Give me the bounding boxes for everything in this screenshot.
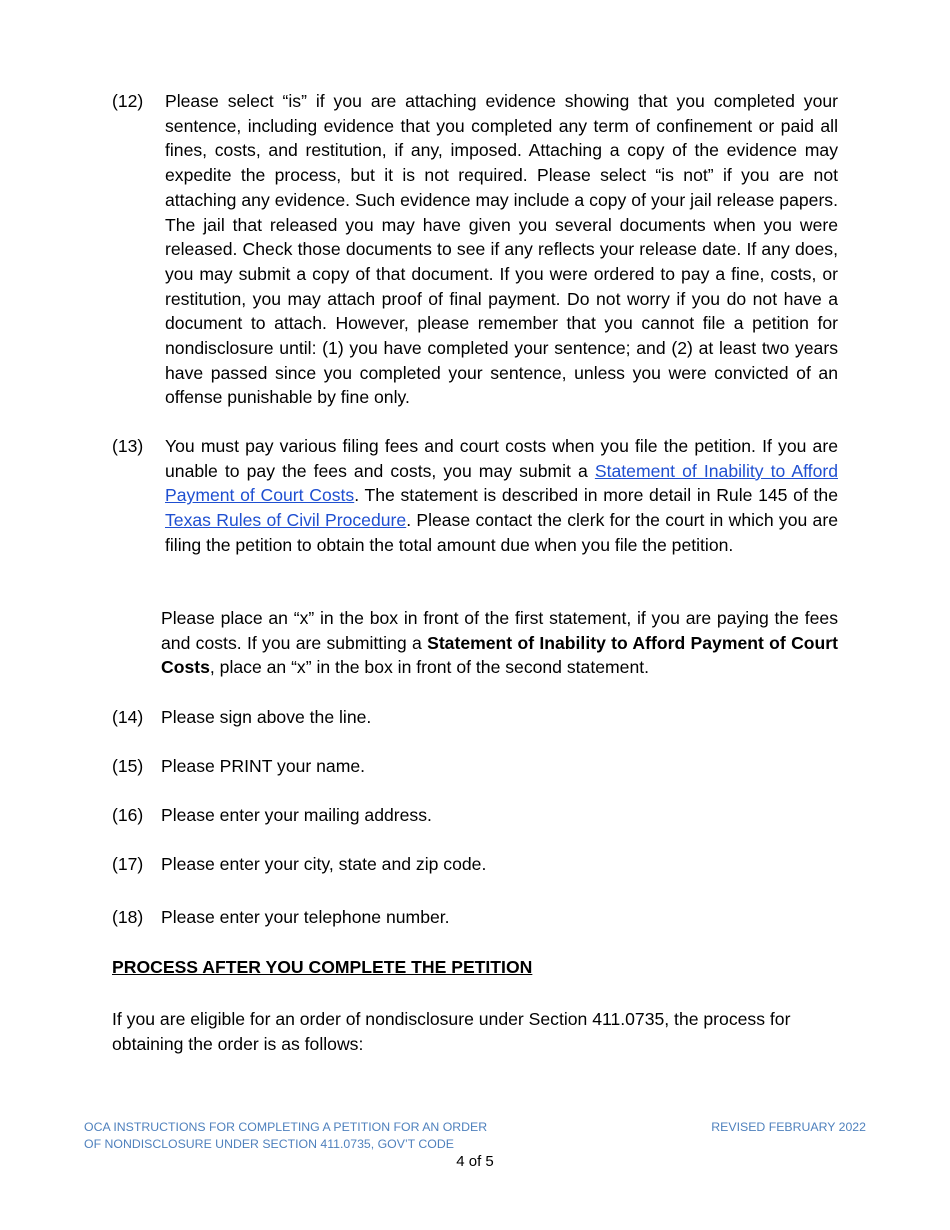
- item-number: (14): [112, 707, 144, 727]
- item-number: (18): [112, 907, 144, 927]
- item-number: (15): [112, 756, 144, 776]
- footer-title-line-2: OF NONDISCLOSURE UNDER SECTION 411.0735, GOV’T CODE: [84, 1137, 454, 1151]
- item-text: Please enter your telephone number.: [161, 907, 450, 927]
- item-number: (13): [112, 436, 144, 456]
- paragraph-text: Please place an “x” in the box in front of the first statement, if you are paying the fees and costs. If you are submitting a: [161, 608, 838, 653]
- instruction-item-17: [112, 852, 838, 877]
- section-intro-paragraph: If you are eligible for an order of nondisclosure under Section 411.0735, the process for obtaining the order is as follows:: [112, 1009, 791, 1054]
- texas-rules-civil-procedure-link[interactable]: Texas Rules of Civil Procedure: [165, 510, 407, 531]
- paragraph-text: , place an “x” in the box in front of the second statement.: [209, 657, 650, 678]
- item-text-part: You must pay various filing fees and court costs when you file the petition. If you are unable to pay the fees and costs, you may submit a: [165, 436, 838, 481]
- item-text: [165, 434, 838, 558]
- instruction-item-12: [112, 89, 838, 410]
- instruction-item-16: [112, 803, 838, 828]
- item-13-followup-paragraph: [161, 606, 838, 680]
- item-text-part: . The statement is described in more detail in Rule 145 of the: [354, 485, 838, 506]
- item-number: (12): [112, 91, 144, 111]
- item-text: Please enter your mailing address.: [161, 805, 432, 825]
- instruction-item-18: [112, 905, 838, 930]
- item-text: Please enter your city, state and zip code.: [161, 854, 487, 874]
- item-text: Please sign above the line.: [161, 707, 372, 727]
- section-heading: PROCESS AFTER YOU COMPLETE THE PETITION: [112, 957, 533, 977]
- instruction-item-15: [112, 754, 838, 779]
- footer-title-line-1: OCA INSTRUCTIONS FOR COMPLETING A PETITION FOR AN ORDER: [84, 1120, 488, 1134]
- statement-of-inability-link[interactable]: Statement of Inability to Afford Payment of Court Costs: [165, 460, 838, 506]
- paragraph-bold-text: Statement of Inability to Afford Payment of Court Costs: [161, 632, 838, 678]
- instruction-item-13: [112, 434, 838, 558]
- item-text-part: . Please contact the clerk for the court in which you are filing the petition to obtain the total amount due when you file the petition.: [165, 510, 838, 555]
- item-text: Please PRINT your name.: [161, 756, 366, 776]
- item-text: Please select “is” if you are attaching evidence showing that you completed your sentence, including evidence that you completed any term of confinement or paid all fines, costs, and restitution, if any, imposed. Attaching a copy of the evidence may expedite the process, but it is not required. Please select “is not” if you are not attaching any evidence. Such evidence may include a copy of your jail release papers. The jail that released you may have given you several documents when you were released. Check those documents to see if any reflects your release date. If any does, you may submit a copy of that document. If you were ordered to pay a fine, costs, or restitution, you may attach proof of final payment. Do not worry if you do not have a document to attach. However, please remember that you cannot file a petition for nondisclosure until: (1) you have completed your sentence; and (2) at least two years have passed since you completed your sentence, unless you were convicted of an offense punishable by fine only.: [165, 91, 838, 408]
- instruction-item-14: [112, 705, 838, 730]
- footer-revision-date: REVISED FEBRUARY 2022: [711, 1120, 866, 1134]
- item-number: (16): [112, 805, 144, 825]
- item-number: (17): [112, 854, 144, 874]
- footer-document-title: [84, 1119, 487, 1153]
- page-number: 4 of 5: [456, 1153, 494, 1170]
